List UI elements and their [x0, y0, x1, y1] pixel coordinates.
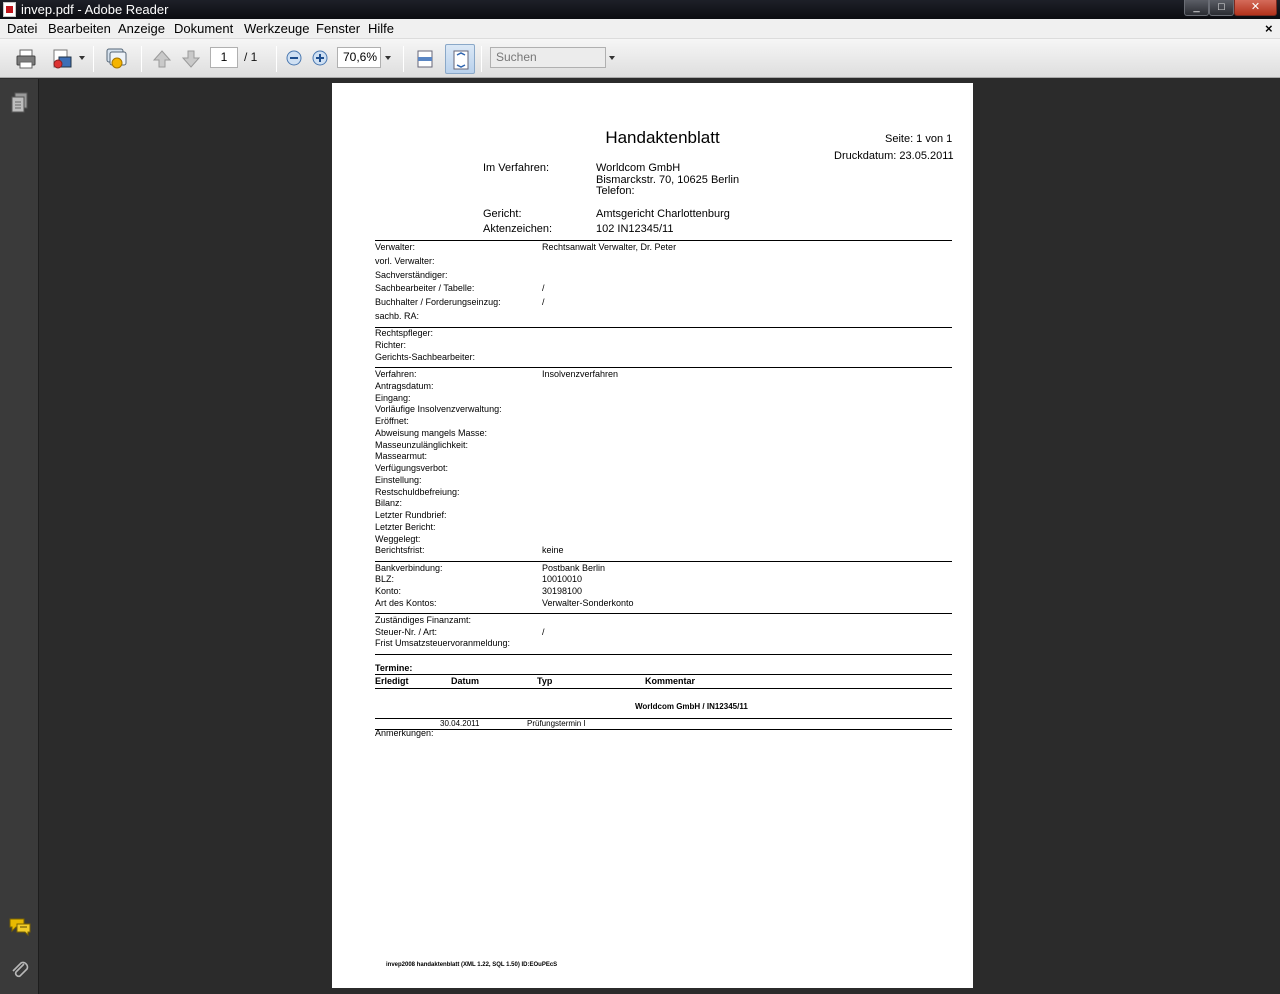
field-label: Art des Kontos: [375, 598, 437, 608]
page-total-label: / 1 [244, 50, 258, 64]
print-date: Druckdatum: 23.05.2011 [834, 150, 954, 162]
divider [375, 654, 952, 655]
toolbar-separator [481, 46, 482, 72]
zoom-in-icon[interactable] [311, 49, 329, 67]
window-title: invep.pdf - Adobe Reader [21, 2, 169, 17]
field-label: Sachbearbeiter / Tabelle: [375, 283, 475, 293]
field-label: Weggelegt: [375, 534, 421, 544]
field-label: Abweisung mangels Masse: [375, 428, 488, 438]
field-label: Verfahren: [375, 369, 417, 379]
field-label: Buchhalter / Forderungseinzug: [375, 297, 501, 307]
search-input[interactable]: Suchen [490, 47, 606, 68]
termine-heading: Termine: [375, 663, 413, 673]
termin-type: Prüfungstermin I [527, 719, 586, 728]
field-label: Frist Umsatzsteuervoranmeldung: [375, 638, 511, 648]
column-typ: Typ [537, 676, 553, 686]
menu-dokument[interactable]: Dokument [174, 21, 234, 36]
divider [375, 688, 952, 689]
field-label: Gerichts-Sachbearbeiter: [375, 352, 476, 362]
close-document-icon[interactable]: × [1265, 21, 1273, 36]
fit-width-icon[interactable] [414, 48, 436, 70]
field-value: Verwalter-Sonderkonto [542, 598, 634, 608]
page-number-input[interactable]: 1 [210, 47, 238, 68]
divider [375, 561, 952, 562]
comments-icon[interactable] [8, 917, 32, 937]
field-label: sachb. RA: [375, 311, 420, 321]
collaborate-icon[interactable] [104, 46, 130, 70]
menu-datei[interactable]: Datei [7, 21, 38, 36]
aktenzeichen-label: Aktenzeichen: [483, 223, 553, 235]
print-icon[interactable] [15, 48, 37, 70]
menu-werkzeuge[interactable]: Werkzeuge [244, 21, 310, 36]
field-label: Eingang: [375, 393, 411, 403]
field-value: 10010010 [542, 574, 583, 584]
zoom-input[interactable]: 70,6% [337, 47, 381, 68]
fit-page-button[interactable] [445, 44, 475, 74]
field-label: Berichtsfrist: [375, 545, 425, 555]
verfahren-address: Bismarckstr. 70, 10625 Berlin [596, 174, 740, 186]
zoom-out-icon[interactable] [285, 49, 303, 67]
anmerkungen-label: Anmerkungen: [375, 728, 434, 738]
field-value: Rechtsanwalt Verwalter, Dr. Peter [542, 242, 677, 252]
verfahren-label: Im Verfahren: [483, 162, 550, 174]
fit-page-icon [451, 49, 471, 71]
divider [375, 729, 952, 730]
field-label: Verwalter: [375, 242, 416, 252]
menu-hilfe[interactable]: Hilfe [368, 21, 395, 36]
navigation-pane [0, 79, 39, 994]
pdf-page [332, 83, 973, 988]
field-value: Insolvenzverfahren [542, 369, 619, 379]
field-value: / [542, 297, 545, 307]
field-value: Postbank Berlin [542, 563, 606, 573]
divider [375, 674, 952, 675]
gericht-label: Gericht: [483, 208, 522, 220]
field-label: Steuer-Nr. / Art: [375, 627, 438, 637]
field-value: 30198100 [542, 586, 583, 596]
field-label: Letzter Rundbrief: [375, 510, 447, 520]
field-label: Bilanz: [375, 498, 403, 508]
export-dropdown-icon[interactable] [79, 56, 85, 60]
verfahren-name: Worldcom GmbH [596, 162, 681, 174]
document-area[interactable] [40, 79, 1280, 994]
toolbar-separator [93, 46, 94, 72]
page-footer: invep2008 handaktenblatt (XML 1.22, SQL 1.50) ID:EOuPEcS [386, 962, 558, 968]
column-kommentar: Kommentar [645, 676, 696, 686]
toolbar-separator [276, 46, 277, 72]
search-dropdown-icon[interactable] [609, 56, 615, 60]
termine-group-title: Worldcom GmbH / IN12345/11 [635, 702, 748, 711]
field-label: Konto: [375, 586, 402, 596]
minimize-button[interactable]: _ [1184, 0, 1209, 16]
field-label: Zuständiges Finanzamt: [375, 615, 472, 625]
page-info: Seite: 1 von 1 [885, 133, 953, 145]
column-datum: Datum [451, 676, 480, 686]
document-title: Handaktenblatt [605, 128, 720, 147]
export-icon[interactable] [51, 48, 73, 70]
previous-page-icon[interactable] [151, 48, 173, 70]
divider [375, 613, 952, 614]
aktenzeichen-value: 102 IN12345/11 [596, 223, 674, 235]
toolbar [0, 39, 1280, 78]
column-erledigt: Erledigt [375, 676, 409, 686]
field-label: Vorläufige Insolvenzverwaltung: [375, 404, 502, 414]
field-value: / [542, 283, 545, 293]
menu-anzeige[interactable]: Anzeige [118, 21, 165, 36]
divider [375, 367, 952, 368]
field-label: Bankverbindung: [375, 563, 443, 573]
field-label: Verfügungsverbot: [375, 463, 449, 473]
field-label: Antragsdatum: [375, 381, 434, 391]
field-label: Masseunzulänglichkeit: [375, 440, 469, 450]
menu-bearbeiten[interactable]: Bearbeiten [48, 21, 111, 36]
menu-bar [0, 19, 1280, 39]
toolbar-separator [403, 46, 404, 72]
next-page-icon[interactable] [180, 48, 202, 70]
field-label: Letzter Bericht: [375, 522, 436, 532]
field-label: Einstellung: [375, 475, 422, 485]
toolbar-separator [141, 46, 142, 72]
gericht-value: Amtsgericht Charlottenburg [596, 208, 730, 220]
zoom-dropdown-icon[interactable] [385, 56, 391, 60]
field-label: Restschuldbefreiung: [375, 487, 460, 497]
field-value: keine [542, 545, 564, 555]
termin-date: 30.04.2011 [440, 719, 480, 728]
divider [375, 327, 952, 328]
adobe-reader-icon [3, 2, 16, 17]
title-bar [0, 0, 1280, 19]
divider [375, 240, 952, 241]
field-label: Massearmut: [375, 451, 428, 461]
attachments-icon[interactable] [9, 959, 31, 981]
field-label: Sachverständiger: [375, 270, 448, 280]
menu-fenster[interactable]: Fenster [316, 21, 361, 36]
field-label: Eröffnet: [375, 416, 409, 426]
maximize-button[interactable]: □ [1209, 0, 1234, 16]
verfahren-phone: Telefon: [596, 185, 635, 197]
close-button[interactable]: ✕ [1234, 0, 1277, 16]
pages-panel-icon[interactable] [10, 92, 30, 114]
field-label: Richter: [375, 340, 407, 350]
field-label: BLZ: [375, 574, 395, 584]
field-label: vorl. Verwalter: [375, 256, 435, 266]
field-label: Rechtspfleger: [375, 328, 434, 338]
field-value: / [542, 627, 545, 637]
